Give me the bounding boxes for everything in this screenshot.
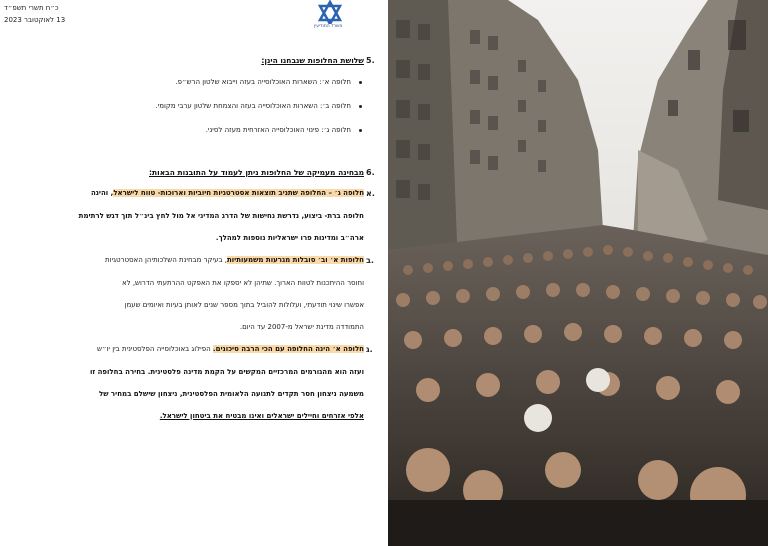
item-c-letter: ג.	[366, 345, 373, 354]
item-a-line-1: חלופה ג׳ – החלופה שתניב תוצאות אסטרטגיות חיוביות וארוכות- טווח לישראל, והינה	[90, 189, 364, 197]
bullet-icon	[359, 81, 362, 84]
item-a-letter: א.	[366, 189, 375, 198]
crowd-photo	[388, 0, 768, 546]
item-c-line-1: חלופה א׳ הינה החלופה עם הכי הרבה סיכונים. הפילוג באוכלוסייה הפלסטינית בין יו״ש	[97, 345, 364, 353]
section-6-number: 6.	[366, 168, 375, 177]
item-b-line-4: התמודדה מדינת ישראל מ-2007 עד היום.	[239, 323, 364, 331]
option-c: חלופה ג׳: פינוי האוכלוסייה האזרחית מעזה לסיני.	[206, 126, 362, 134]
item-a-line-2: חלופה ברת- ביצוע, נדרשת נחישות של הדרג המדיני אל מול לחץ בינ״ל תוך דגש לרתימת	[78, 212, 364, 220]
bullet-icon	[359, 129, 362, 132]
item-b-letter: ב.	[366, 256, 374, 265]
item-b-line-2: וחוסר ההיתכנות לטווח הארוך. שתיהן לא יספקו את האפקט ההרתעתי הדרוש, לא	[121, 279, 364, 287]
gregorian-date: 13 לאוקטובר 2023	[4, 16, 66, 24]
logo-caption: משרד המודיעין	[314, 24, 343, 29]
item-c-line-4: אלפי אזרחים וחיילים ישראלים ואינו מבטיח את ביטחון לישראל.	[159, 412, 364, 420]
item-a-line-3: ארה״ב ומדינות פרו ישראליות נוספות למהלך.	[215, 234, 364, 242]
bullet-icon	[359, 105, 362, 108]
item-c-line-3: משמעה ניצחון חסר תקדים לתנועה הלאומית הפלסטינית, ניצחון שישלם במחיר של	[98, 390, 364, 398]
item-c-line-2: ועזה הוא מהגורמים המרכזיים המקשים על הקמת מדינה פלסטינית. בחירה בחלופה זו	[89, 368, 364, 376]
star-of-david-icon	[302, 0, 358, 24]
hebrew-date: כ״ח תשרי תשפ״ד	[4, 4, 59, 12]
option-b: חלופה ב׳: השארות האוכלוסייה בעזה והצמחת שלטון ערבי מקומי.	[155, 102, 362, 110]
crowd-in-destroyed-street-icon	[388, 0, 768, 546]
section-6-heading: מבחינה מעמיקה של החלופות ניתן לעמוד על התובנות הבאות:	[149, 168, 364, 177]
item-b-line-1: חלופות א׳ וב׳ סובלות מגרעות משמעותיות, בעיקר מבחינת השלכותיהן האסטרטגיות	[105, 256, 364, 264]
item-b-line-3: אפשרו שינוי תודעתי, ועלולות להוביל בתוך מספר שנים לאותן בעיות ואיומים שעמן	[124, 301, 364, 309]
section-5-number: 5.	[366, 56, 375, 65]
option-a: חלופה א׳: השארות האוכלוסייה בעזה וייבוא שלטון הרש״פ.	[175, 78, 362, 86]
section-5-heading: שלושת החלופות שנבחנו הינן:	[261, 56, 364, 65]
